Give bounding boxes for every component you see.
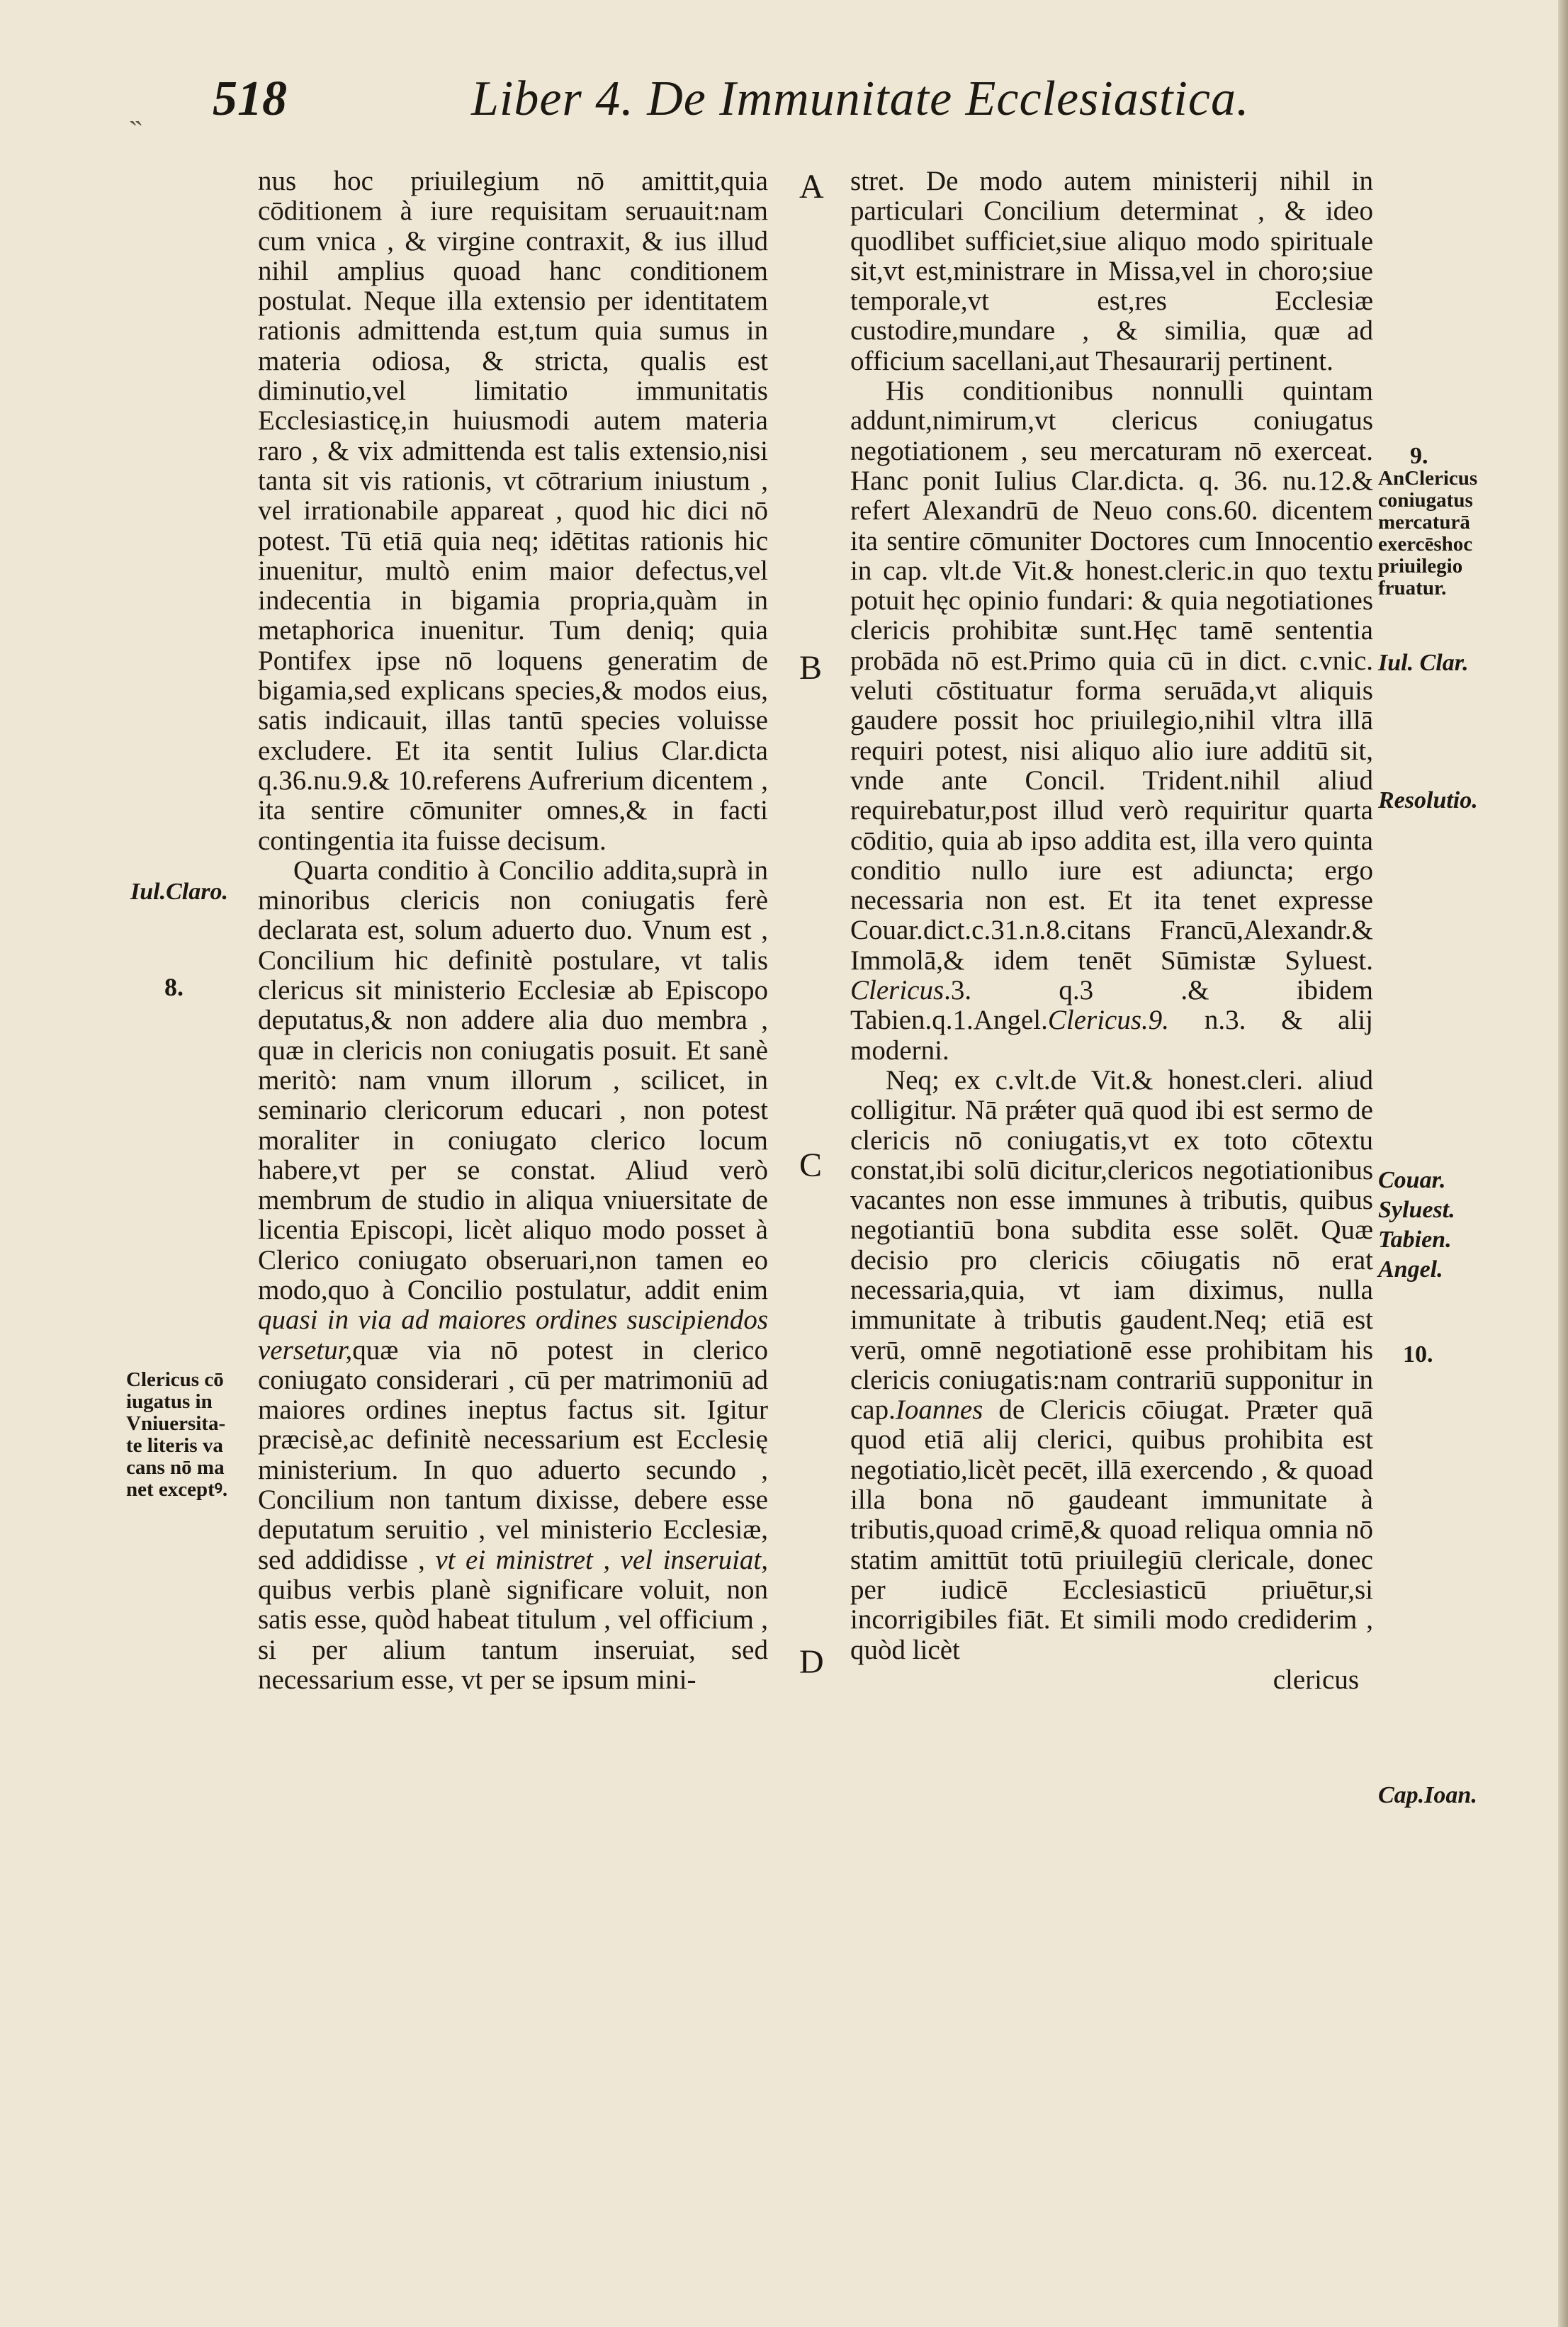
right-column: [850, 167, 1373, 1695]
section-marker-b: B: [799, 649, 823, 687]
right-p3-text-b: de Clericis cōiugat. Præter quā quod etiā alij clerici, quibus prohibita est negotiatio,licèt pecēt, illā exercendo , & quoad illa bona nō gaudeant immunitate à tributis,quoad crimē,& quoad reliqua omnia nō statim amittūt totū priuilegiū clericale, donec per iudicē Ecclesiasticū priuētur,si incorrigibiles fiāt. Et simili modo crediderim , quòd licèt: [850, 1394, 1373, 1665]
margin-note-number-9: 9.: [1410, 443, 1428, 469]
margin-note-line: exercēshoc: [1378, 533, 1473, 556]
margin-note-line: mercaturā: [1378, 511, 1470, 534]
page-number: 518: [213, 72, 287, 126]
margin-note-line: te literis va: [126, 1434, 223, 1457]
margin-note-line: fruatur.: [1378, 577, 1447, 599]
margin-note-line: priuilegio: [1378, 555, 1463, 577]
margin-note-angel: Angel.: [1378, 1256, 1443, 1283]
margin-note-jul-clar-right: Iul. Clar.: [1378, 650, 1469, 676]
margin-note-syluest: Syluest.: [1378, 1197, 1455, 1223]
margin-note-line: coniugatus: [1378, 489, 1473, 512]
section-marker-c: C: [799, 1146, 823, 1184]
margin-note-tabien: Tabien.: [1378, 1227, 1452, 1253]
left-p2-text-a: Quarta conditio à Concilio addita,suprà in minoribus clericis non coniugatis ferè declarata est, solum aduerto duo. Vnum est , Concilium hic definitè postulare, vt talis clericus sit ministerio Ecclesiæ ab Episcopo deputatus,& non addere alia duo membra , quæ in clericis non coniugatis posuit. Et sanè meritò: nam vnum illorum , scilicet, in seminario clericorum educari , non potest moraliter in coniugato clerico locum habere,vt per se constat. Aliud verò membrum de studio in aliqua vniuersitate de licentia Episcopi, licèt aliquo modo posset à Clerico coniugato obseruari,non tamen eo modo,quo à Concilio postulatur, addit enim: [258, 855, 768, 1305]
right-p2-text-a: His conditionibus nonnulli quintam addunt,nimirum,vt clericus coniugatus negotiationem , seu mercaturam nō exerceat. Hanc ponit Iulius Clar.dicta. q. 36. nu.12.& refert Alexandrū de Neuo cons.60. dicentem ita sentire cōmuniter Doctores cum Innocentio in cap. vlt.de Vit.& honest.cleric.in quo textu potuit hęc opinio fundari: & quia negotiationes clericis prohibitæ sunt.Hęc tamē sententia probāda nō est.Primo quia cū in dict. c.vnic. veluti cōstituatur forma seruāda,vt aliquis gaudere possit hoc priuilegio,nihil vltra illā requiri potest, nisi aliquo alio iure additū sit, vnde ante Concil. Trident.nihil aliud requirebatur,post illud verò requiritur quarta cōditio, quia ab ipso addita est, illa vero quinta conditio nullo iure est adiuncta; ergo necessaria non est. Et ita tenet expresse Couar.dict.c.31.n.8.citans Francū,Alexandr.& Immolā,& idem tenēt Sūmistæ Syluest.: [850, 376, 1373, 976]
right-paragraph-1: stret. De modo autem ministerij nihil in particulari Concilium determinat , & ideo quodlibet sufficiet,siue aliquo modo spirituale sit,vt est,ministrare in Missa,vel in choro;siue temporale,vt est,res Ecclesiæ custodire,mundare , & similia, quæ ad officium sacellani,aut Thesaurarij pertinent.: [850, 166, 1373, 376]
left-column: [258, 167, 768, 1695]
margin-note-clericus-coniugatus: [126, 1369, 254, 1501]
left-paragraph-2: [258, 856, 768, 1695]
right-paragraph-3: [850, 1066, 1373, 1665]
right-paragraph-2: [850, 376, 1373, 1066]
right-p2-text-c: n.3. & alij moderni.: [850, 1005, 1373, 1066]
running-head: Liber 4. De Immunitate Ecclesiastica.: [471, 72, 1250, 126]
margin-note-line: iugatus in: [126, 1390, 213, 1413]
right-p2-ref-2: Clericus.9.: [1047, 1005, 1170, 1036]
catchword: clericus: [1273, 1664, 1359, 1695]
left-paragraph-1: nus hoc priuilegium nō amittit,quia cōditionem à iure requisitam seruauit:nam cum vnica , & virgine contraxit, & ius illud nihil amplius quoad hanc conditionem postulat. Neque illa extensio per identitatem rationis admittenda est,tum quia sumus in materia odiosa, & stricta, qualis est diminutio,vel limitatio immunitatis Ecclesiasticę,in huiusmodi autem materia raro , & vix admittenda est talis extensio,nisi tanta sit vis rationis, vt cōtrarium iniustum , vel irrationabile appareat , quod hic dici nō potest. Tū etiā quia neq; idētitas rationis hic inuenitur, multò enim maior defectus,vel indecentia in bigamia propria,quàm in metaphorica inuenitur. Tum deniq; quia Pontifex ipse nō loquens generatim de bigamia,sed explicans species,& modos eius, satis indicauit, illas tantū species voluisse excludere. Et ita sentit Iulius Clar.dicta q.36.nu.9.& 10.referens Aufrerium dicentem , ita sentire cōmuniter omnes,& in facti contingentia ita fuisse decisum.: [258, 166, 768, 856]
margin-note-line: cans nō ma: [126, 1456, 225, 1479]
margin-note-line: Vniuersita-: [126, 1412, 226, 1435]
left-p2-quote-2: vt ei ministret , vel inseruiat,: [435, 1544, 768, 1575]
margin-note-jul-clar-left: Iul.Claro.: [130, 879, 228, 905]
running-header: [0, 71, 1568, 135]
header-mark: ˵: [131, 103, 141, 135]
margin-note-couar: Couar.: [1378, 1167, 1446, 1193]
margin-note-cap-ioan: Cap.Ioan.: [1378, 1782, 1477, 1808]
margin-note-an-clericus: [1378, 468, 1520, 599]
section-marker-a: A: [799, 168, 824, 205]
left-p2-text-b: quæ via nō potest in clerico coniugato considerari , cū per matrimoniū ad maiores ordines ineptus factus sit. Igitur præcisè,ac definitè necessarium est Ecclesię ministerium. In quo aduerto secundo , Concilium non tantum dixisse, debere esse deputatum seruitio , vel ministerio Ecclesiæ, sed addidisse ,: [258, 1334, 768, 1575]
margin-note-number-8: 8.: [164, 973, 184, 1001]
margin-note-number-10: 10.: [1403, 1341, 1433, 1368]
right-p3-ref-1: Ioannes: [895, 1394, 983, 1426]
section-marker-d: D: [799, 1643, 824, 1681]
margin-note-line: Clericus cō: [126, 1368, 224, 1391]
right-p2-ref-1: Clericus: [850, 975, 944, 1006]
right-p2-text-b: .3. q.3 .& ibidem Tabien.q.1.Angel.: [850, 975, 1373, 1036]
margin-note-line: AnClericus: [1378, 467, 1478, 490]
left-p2-text-c: quibus verbis planè significare voluit, non satis esse, quòd habeat titulum , vel officium , si per alium tantum inseruiat, sed necessarium esse, vt per se ipsum mini-: [258, 1574, 768, 1695]
right-p3-text-a: Neq; ex c.vlt.de Vit.& honest.cleri. aliud colligitur. Nā prǽter quā quod ibi est sermo de clericis nō coniugatis,vt ex toto cōtextu constat,ibi solū dicitur,clericos negotiationibus vacantes non esse immunes à tributis, quibus negotiantiū bona subdita esse solēt. Quæ decisio pro clericis cōiugatis nō erat necessaria,quia, vt iam diximus, nulla immunitate à tributis gaudent.Neq; etiā est verū, omnē negotiationē esse prohibitam his clericis coniugatis:nam contrariū supponitur in cap.: [850, 1064, 1373, 1426]
page-edge: [1558, 0, 1568, 2327]
left-p2-quote-1: quasi in via ad maiores ordines suscipiendos versetur,: [258, 1305, 768, 1365]
margin-note-resolutio: Resolutio.: [1378, 787, 1478, 813]
margin-note-line: net exceptꝰ.: [126, 1478, 228, 1501]
